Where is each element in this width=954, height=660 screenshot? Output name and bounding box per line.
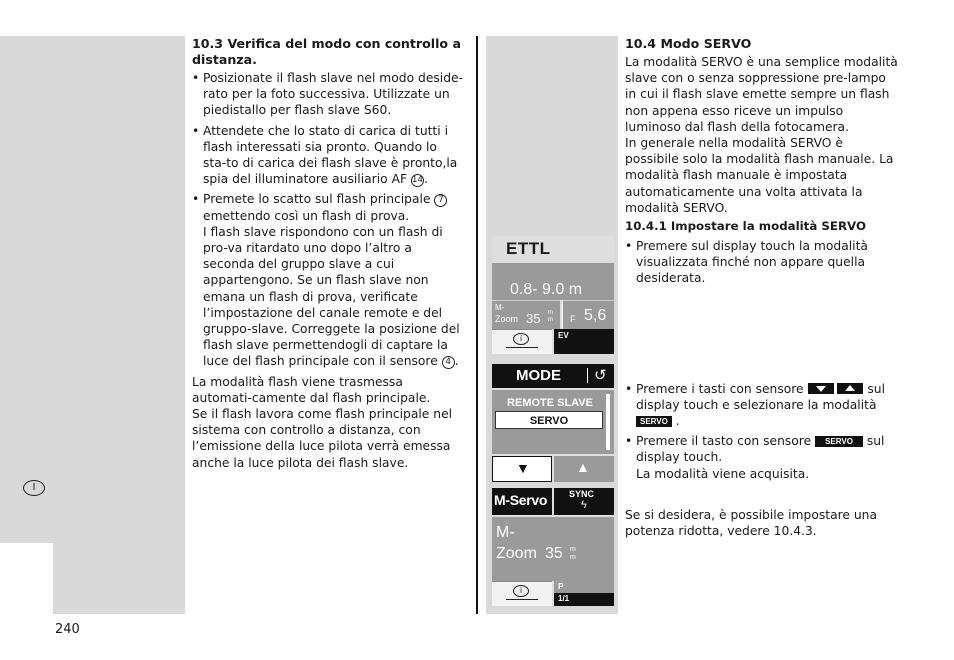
bullet-3: • Premete lo scatto sul flash principale 7 emettendo così un flash di prova. I flash slave rispondono con un flash di pro-va ritardato uno dopo l’altro a seconda del gruppo slave a cui appartengono. Se un flash slave non emana un flash di prova, verificate l’impostazione del canale remote e del gruppo-slave. Correggete la posizione del flash slave permettendogli di captare la luce del flash principale con il sensore 4 . — [192, 191, 464, 369]
sync-label: SYNC — [569, 489, 595, 499]
ref-circle-number: 7 — [434, 194, 447, 207]
bullet-1: • Posizionate il flash slave nel modo deside-rato per la foto successiva. Utilizzate un piedistallo per flash slave S60. — [192, 70, 464, 119]
m-servo-title: M-Servo — [494, 492, 548, 508]
info-icon: i — [513, 585, 529, 597]
paragraph-servo-manual: In generale nella modalità SERVO è possibile solo la modalità flash manuale. La modalità flash manuale è impostata automaticamente una volta attivata la modalità SERVO. — [625, 136, 894, 215]
sync-button[interactable] — [554, 488, 614, 515]
option-label: SERVO — [529, 415, 569, 427]
zoom-prefix: M- — [496, 524, 515, 541]
page-number: 240 — [55, 622, 80, 637]
up-arrow-icon: ▲ — [576, 459, 590, 475]
scrollbar[interactable] — [606, 394, 610, 450]
servo-key: SERVO — [815, 436, 863, 447]
section-heading-10-3: 10.3 Verifica del modo con controllo a distanza. — [192, 36, 461, 67]
servo-key: SERVO — [636, 416, 672, 427]
zoom-label: Zoom — [495, 314, 519, 324]
mode-list — [492, 390, 614, 454]
power-label: P — [558, 582, 564, 591]
bullet-2: • Attendete che lo stato di carica di tutti i flash interessati sia pronto. Quando lo sta-to di carica dei flash slave è pronto,la spia del illuminatore ausiliario AF 14. — [192, 123, 464, 188]
mode-title: MODE — [516, 367, 561, 384]
display-screen-ettl — [492, 236, 614, 354]
info-button[interactable] — [492, 329, 552, 354]
left-margin-bar — [0, 36, 53, 543]
zoom-value: 35 — [545, 545, 563, 562]
back-icon[interactable]: ↺ — [594, 367, 607, 384]
info-icon: i — [513, 333, 529, 345]
display-screen-mode — [492, 364, 614, 482]
ref-circle-number: 4 — [442, 356, 455, 369]
ev-button[interactable] — [554, 329, 614, 354]
paragraph-1: La modalità flash viene trasmessa automati-camente dal flash principale. — [192, 374, 431, 405]
zoom-field[interactable] — [492, 300, 560, 329]
column-divider — [476, 36, 478, 614]
language-tab-icon: I — [23, 480, 45, 496]
paragraph-reduced-power: Se si desidera, è possibile impostare una potenza ridotta, vedere 10.4.3. — [625, 507, 878, 539]
zoom-unit: m — [548, 310, 553, 316]
right-column — [625, 36, 900, 539]
mode-header — [492, 364, 614, 388]
ev-label: EV — [558, 331, 569, 340]
ref-circle-number: 14 — [412, 175, 423, 186]
zoom-label: Zoom — [496, 545, 537, 562]
zoom-prefix: M- — [495, 303, 505, 312]
power-field[interactable] — [554, 581, 614, 606]
paragraph-servo-intro: La modalità SERVO è una semplice modalità slave con o senza soppressione pre-lampo in cui il flash slave emette sempre un flash non appena esso riceve un impulso luminoso dal flash della fotocamera. — [625, 55, 898, 134]
step-2: • Premere i tasti con sensore sul display touch e selezionare la modalità SERVO . — [625, 381, 900, 430]
option-label: REMOTE SLAVE — [507, 397, 593, 409]
zoom-unit: m — [570, 554, 576, 561]
ettl-mode-field[interactable] — [492, 236, 614, 264]
zoom-field-large[interactable] — [492, 517, 614, 581]
section-heading-10-4: 10.4 Modo SERVO — [625, 36, 752, 51]
subheading-10-4-1: 10.4.1 Impostare la modalità SERVO — [625, 219, 866, 234]
flash-icon: ϟ — [581, 499, 587, 511]
zoom-unit: m — [570, 546, 576, 553]
zoom-unit: m — [548, 317, 553, 323]
range-value: 0.8- 9.0 m — [510, 281, 583, 298]
display-screen-m-servo — [492, 488, 614, 606]
m-servo-header[interactable] — [492, 488, 552, 515]
left-column — [192, 36, 464, 471]
f-value: 5,6 — [584, 307, 607, 324]
option-remote-slave[interactable] — [496, 393, 604, 408]
range-field — [492, 264, 614, 300]
down-arrow-icon: ▼ — [516, 460, 530, 476]
zoom-value: 35 — [526, 311, 541, 326]
step-3: • Premere il tasto con sensore SERVO sul display touch. La modalità viene acquisita. — [625, 433, 900, 482]
option-servo[interactable] — [495, 411, 603, 429]
step-1: • Premere sul display touch la modalità visualizzata finché non appare quella desiderata. — [625, 238, 900, 287]
down-key-icon — [808, 383, 834, 394]
down-arrow-button[interactable] — [492, 456, 552, 482]
power-value: 1/1 — [558, 594, 570, 603]
paragraph-2: Se il flash lavora come flash principale nel sistema con controllo a distanza, con l’emissione della luce pilota verrà emessa anche la luce pilota dei flash slave. — [192, 407, 453, 470]
aperture-field[interactable] — [562, 300, 614, 329]
f-label: F — [570, 314, 576, 324]
up-key-icon — [837, 383, 863, 394]
info-button[interactable] — [492, 581, 552, 606]
up-arrow-button[interactable] — [554, 456, 614, 482]
left-text-bar — [53, 36, 185, 614]
mode-label: ETTL — [506, 239, 551, 258]
